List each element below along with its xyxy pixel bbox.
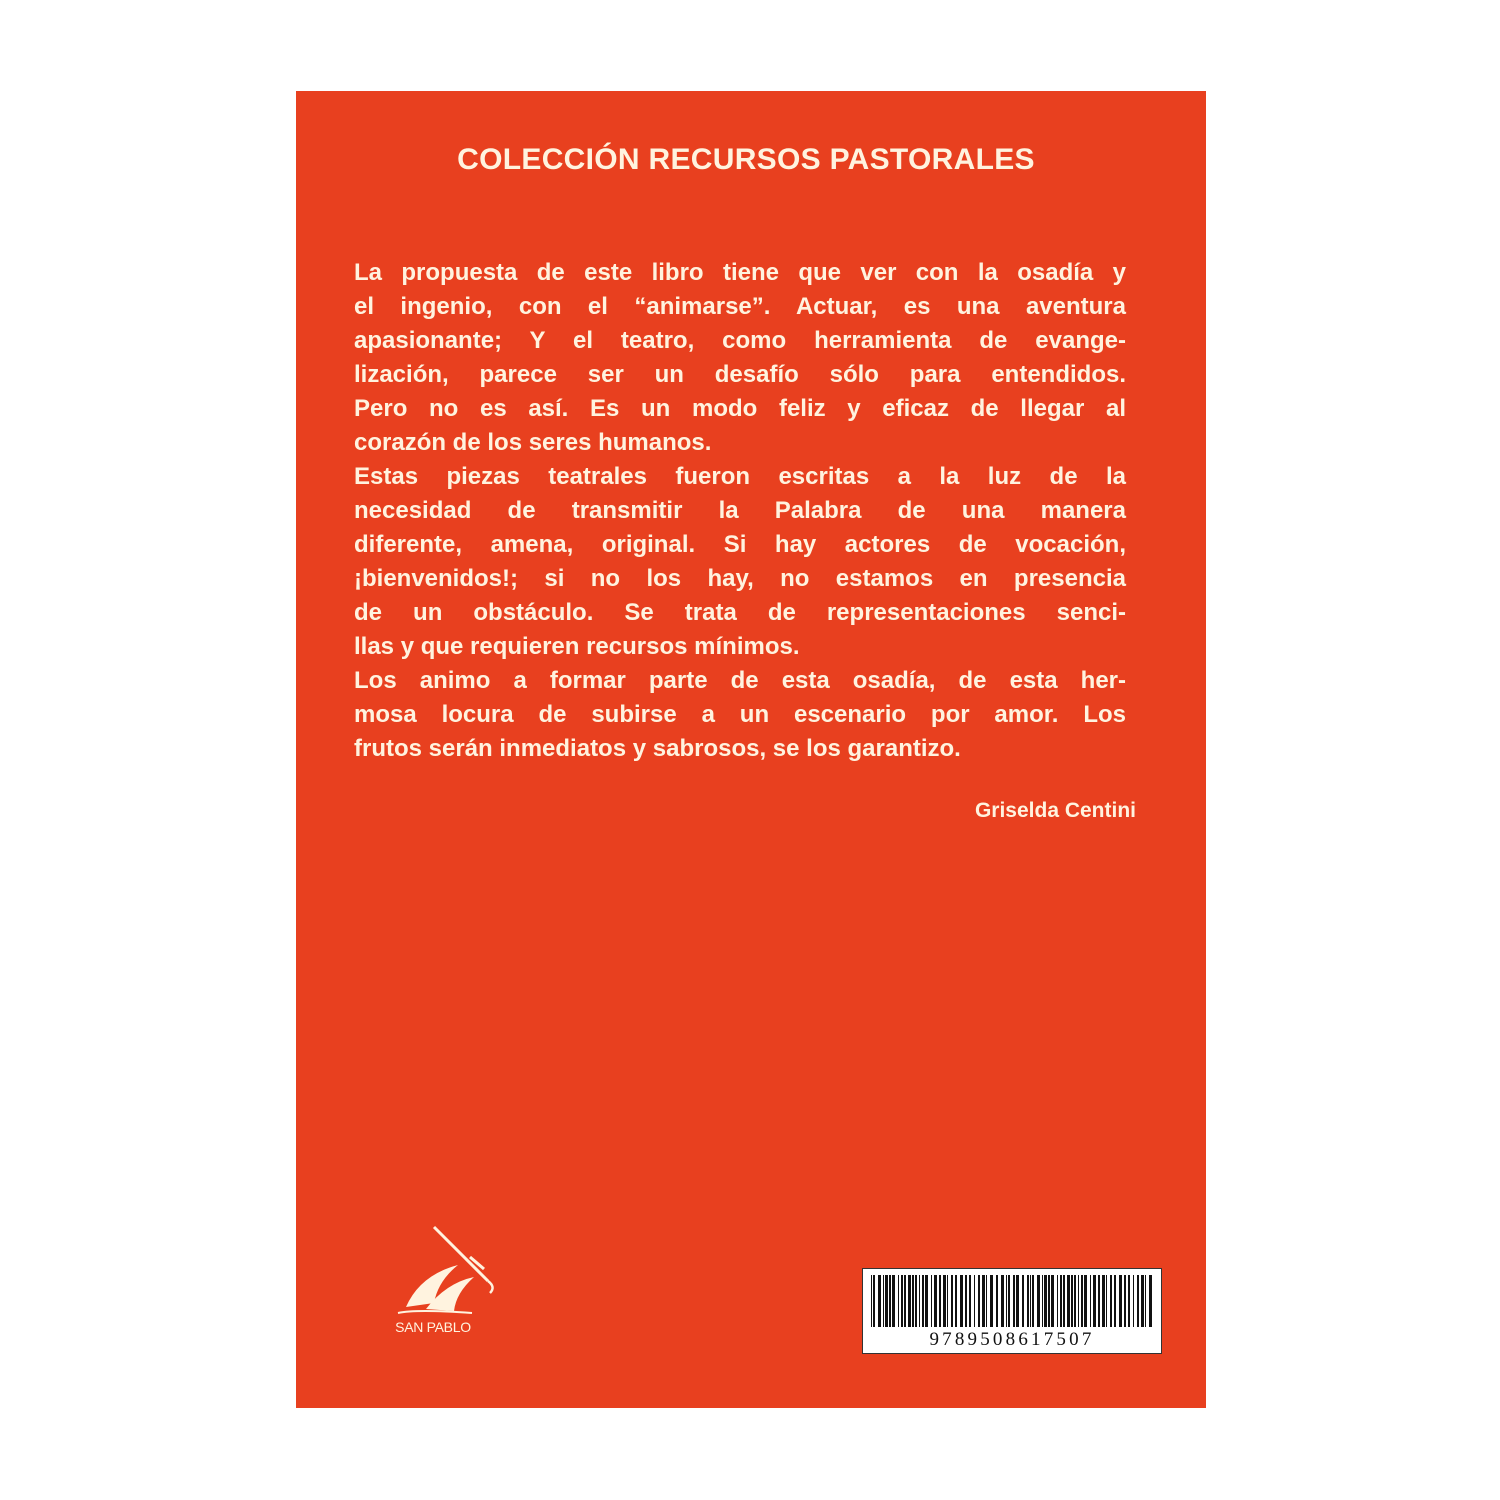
collection-title: COLECCIÓN RECURSOS PASTORALES — [457, 143, 1035, 176]
barcode-icon — [869, 1275, 1155, 1327]
blurb-line: Pero no es así. Es un modo feliz y eficaz de llegar al — [354, 395, 1126, 422]
blurb-line: La propuesta de este libro tiene que ver con la osadía y — [354, 259, 1126, 286]
blurb-line: el ingenio, con el “animarse”. Actuar, es una aventura — [354, 293, 1126, 320]
blurb-line: Estas piezas teatrales fueron escritas a la luz de la — [354, 463, 1126, 490]
author-name: Griselda Centini — [974, 799, 1136, 822]
san-pablo-logo-icon — [376, 1219, 506, 1319]
blurb-line: necesidad de transmitir la Palabra de una manera — [354, 497, 1126, 524]
blurb-line: diferente, amena, original. Si hay actores de vocación, — [354, 531, 1126, 558]
isbn-barcode — [862, 1268, 1162, 1354]
publisher-logo — [376, 1219, 506, 1349]
blurb-line: mosa locura de subirse a un escenario por amor. Los — [354, 701, 1126, 728]
blurb-text — [354, 256, 1126, 766]
publisher-name: SAN PABLO — [395, 1319, 471, 1335]
blurb-line: Los animo a formar parte de esta osadía, de esta her- — [354, 667, 1126, 694]
blurb-line: llas y que requieren recursos mínimos. — [354, 633, 800, 660]
blurb-line: apasionante; Y el teatro, como herramienta de evange- — [354, 327, 1126, 354]
blurb-line: frutos serán inmediatos y sabrosos, se los garantizo. — [354, 735, 961, 762]
blurb-line: ¡bienvenidos!; si no los hay, no estamos en presencia — [354, 565, 1126, 592]
blurb-line: de un obstáculo. Se trata de representaciones senci- — [354, 599, 1126, 626]
blurb-line: lización, parece ser un desafío sólo para entendidos. — [354, 361, 1126, 388]
isbn-number: 9789508617507 — [929, 1329, 1095, 1350]
blurb-line: corazón de los seres humanos. — [354, 429, 712, 456]
book-back-cover — [296, 91, 1206, 1408]
